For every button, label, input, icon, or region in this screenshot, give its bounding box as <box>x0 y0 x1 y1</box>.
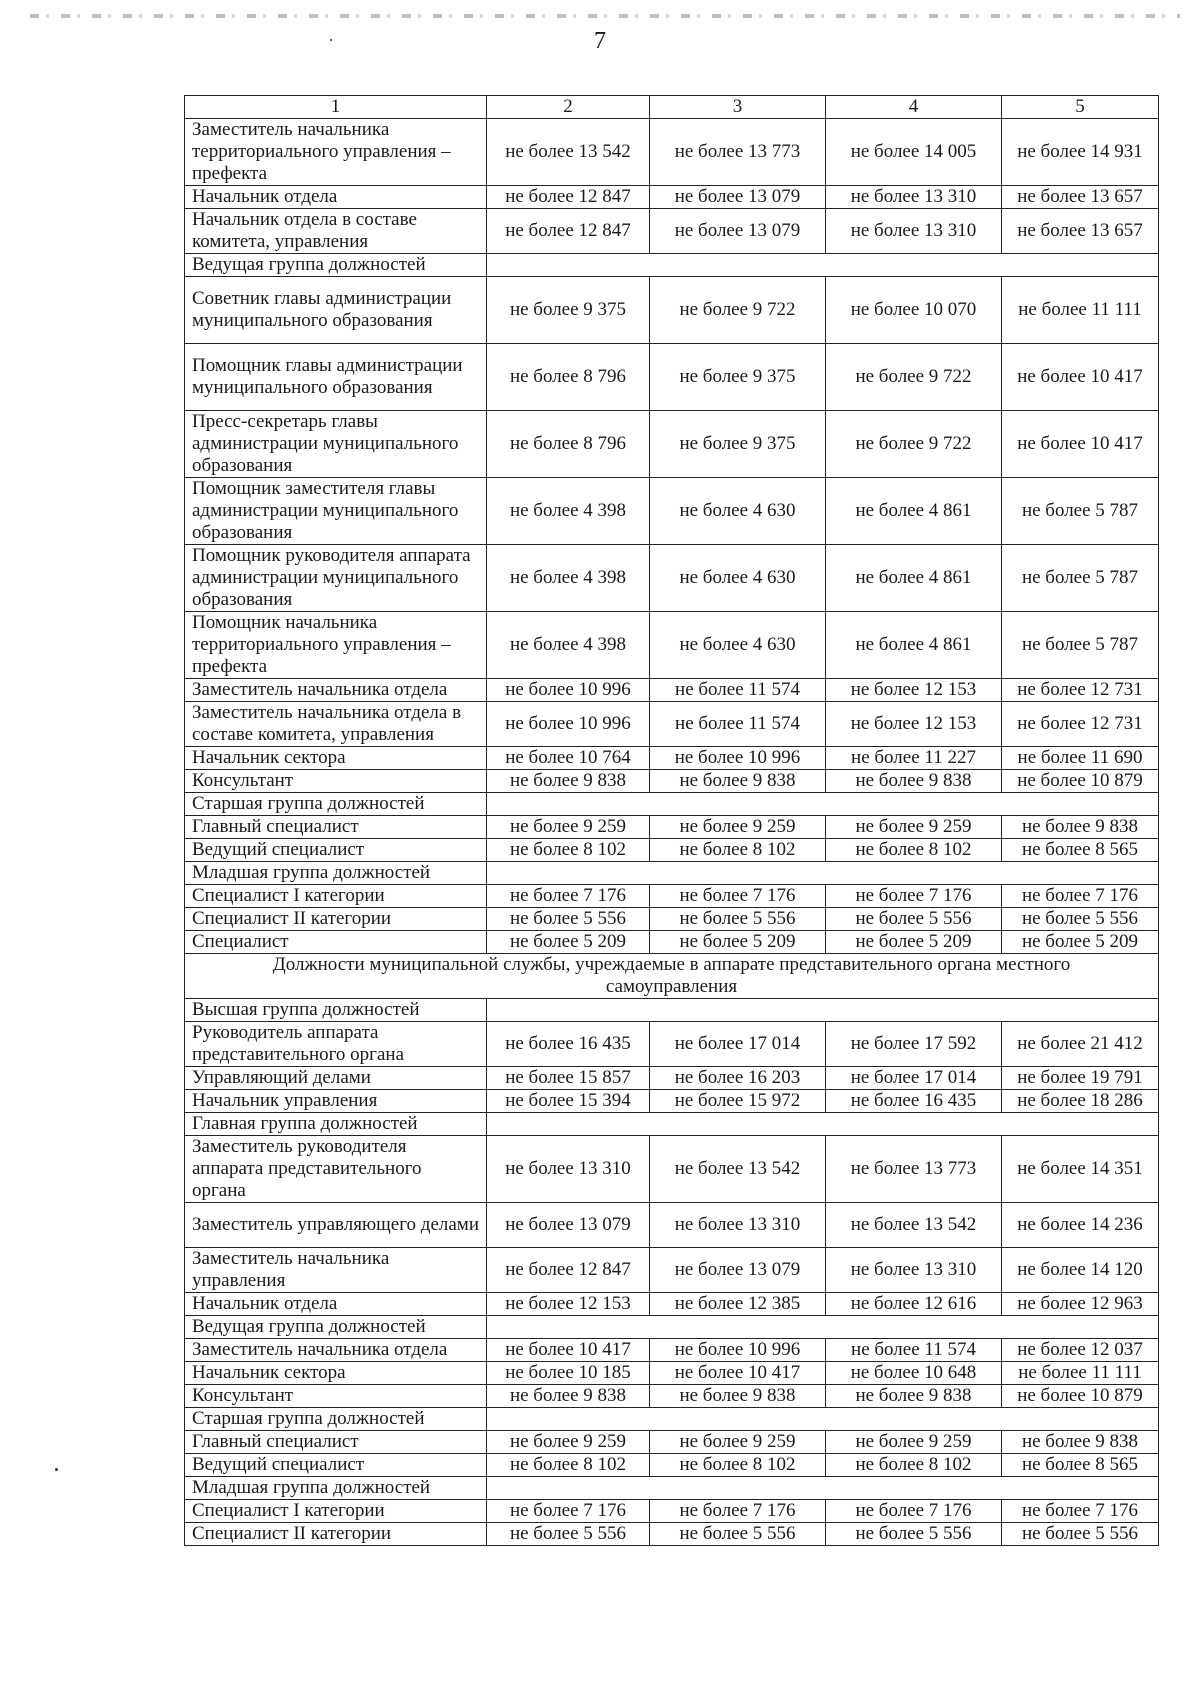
table-row <box>185 1431 1159 1454</box>
salary-value: не более 4 861 <box>826 478 1002 545</box>
salary-value: не более 9 838 <box>650 1385 826 1408</box>
salary-value: не более 18 286 <box>1002 1090 1159 1113</box>
salary-value: не более 14 931 <box>1002 119 1159 186</box>
salary-value: не более 10 996 <box>487 702 650 747</box>
salary-value: не более 10 417 <box>650 1362 826 1385</box>
salary-value: не более 5 787 <box>1002 612 1159 679</box>
salary-value: не более 10 996 <box>487 679 650 702</box>
table-row <box>185 277 1159 344</box>
salary-value: не более 13 310 <box>826 209 1002 254</box>
salary-value: не более 5 556 <box>1002 908 1159 931</box>
salary-value: не более 15 972 <box>650 1090 826 1113</box>
salary-value: не более 14 236 <box>1002 1203 1159 1248</box>
salary-value: не более 13 773 <box>650 119 826 186</box>
salary-value: не более 8 102 <box>826 839 1002 862</box>
salary-value: не более 8 102 <box>826 1454 1002 1477</box>
position-group-label: Старшая группа должностей <box>185 1408 487 1431</box>
position-group-label: Старшая группа должностей <box>185 793 487 816</box>
salary-value: не более 10 417 <box>1002 411 1159 478</box>
table-row <box>185 119 1159 186</box>
salary-value: не более 10 996 <box>650 1339 826 1362</box>
group-heading-row <box>185 999 1159 1022</box>
salary-value: не более 10 417 <box>1002 344 1159 411</box>
position-name: Ведущий специалист <box>185 839 487 862</box>
salary-value: не более 8 102 <box>487 1454 650 1477</box>
position-group-label: Ведущая группа должностей <box>185 1316 487 1339</box>
salary-value: не более 5 556 <box>1002 1523 1159 1546</box>
salary-value: не более 12 037 <box>1002 1339 1159 1362</box>
salary-value: не более 10 185 <box>487 1362 650 1385</box>
salary-value: не более 7 176 <box>650 885 826 908</box>
position-group-label: Главная группа должностей <box>185 1113 487 1136</box>
salary-value: не более 9 722 <box>826 411 1002 478</box>
salary-value: не более 13 542 <box>650 1136 826 1203</box>
salary-value: не более 4 630 <box>650 545 826 612</box>
column-header: 3 <box>650 96 826 119</box>
salary-value: не более 9 259 <box>487 1431 650 1454</box>
salary-value: не более 13 079 <box>650 1248 826 1293</box>
salary-value: не более 9 722 <box>650 277 826 344</box>
salary-value: не более 9 375 <box>650 344 826 411</box>
salary-value: не более 16 435 <box>826 1090 1002 1113</box>
salary-value: не более 4 861 <box>826 545 1002 612</box>
salary-value: не более 8 565 <box>1002 839 1159 862</box>
salary-table <box>184 95 1159 1546</box>
table-body <box>185 96 1159 1546</box>
group-heading-row <box>185 254 1159 277</box>
salary-value: не более 7 176 <box>487 1500 650 1523</box>
salary-value: не более 5 209 <box>826 931 1002 954</box>
table-row <box>185 209 1159 254</box>
position-name: Помощник главы администрации муниципального образования <box>185 344 487 411</box>
group-heading-row <box>185 1408 1159 1431</box>
salary-value: не более 10 070 <box>826 277 1002 344</box>
position-name: Главный специалист <box>185 1431 487 1454</box>
salary-value: не более 5 209 <box>1002 931 1159 954</box>
salary-value: не более 8 796 <box>487 344 650 411</box>
table-row <box>185 1136 1159 1203</box>
salary-value: не более 9 722 <box>826 344 1002 411</box>
column-header: 5 <box>1002 96 1159 119</box>
salary-value: не более 9 375 <box>650 411 826 478</box>
salary-value: не более 17 014 <box>826 1067 1002 1090</box>
salary-value: не более 9 259 <box>826 816 1002 839</box>
salary-value: не более 5 556 <box>650 1523 826 1546</box>
salary-value: не более 12 847 <box>487 1248 650 1293</box>
column-number-row <box>185 96 1159 119</box>
position-group-label: Младшая группа должностей <box>185 1477 487 1500</box>
salary-value: не более 11 111 <box>1002 1362 1159 1385</box>
salary-value: не более 9 838 <box>1002 1431 1159 1454</box>
table-row <box>185 747 1159 770</box>
salary-value: не более 8 565 <box>1002 1454 1159 1477</box>
salary-value: не более 4 398 <box>487 545 650 612</box>
salary-value: не более 15 857 <box>487 1067 650 1090</box>
salary-value: не более 11 574 <box>650 679 826 702</box>
table-row <box>185 478 1159 545</box>
position-name: Консультант <box>185 770 487 793</box>
position-name: Заместитель начальника отдела <box>185 679 487 702</box>
table-row <box>185 816 1159 839</box>
salary-value: не более 7 176 <box>650 1500 826 1523</box>
salary-value: не более 13 542 <box>826 1203 1002 1248</box>
table-row <box>185 1500 1159 1523</box>
table-row <box>185 1067 1159 1090</box>
table-row <box>185 1385 1159 1408</box>
salary-value: не более 4 398 <box>487 478 650 545</box>
salary-value: не более 12 963 <box>1002 1293 1159 1316</box>
table-row <box>185 679 1159 702</box>
table-row <box>185 931 1159 954</box>
column-header: 1 <box>185 96 487 119</box>
salary-value: не более 4 630 <box>650 478 826 545</box>
salary-value: не более 9 838 <box>487 1385 650 1408</box>
table-row <box>185 1339 1159 1362</box>
page-number: 7 <box>594 28 606 54</box>
group-empty-cell <box>487 1477 1159 1500</box>
position-name: Ведущий специалист <box>185 1454 487 1477</box>
salary-value: не более 5 556 <box>487 1523 650 1546</box>
group-empty-cell <box>487 1316 1159 1339</box>
salary-value: не более 12 153 <box>826 702 1002 747</box>
salary-value: не более 11 227 <box>826 747 1002 770</box>
salary-value: не более 8 102 <box>650 1454 826 1477</box>
salary-value: не более 10 764 <box>487 747 650 770</box>
salary-value: не более 11 574 <box>826 1339 1002 1362</box>
position-name: Заместитель начальника управления <box>185 1248 487 1293</box>
table-row <box>185 1090 1159 1113</box>
salary-value: не более 9 838 <box>1002 816 1159 839</box>
position-name: Консультант <box>185 1385 487 1408</box>
position-name: Заместитель начальника территориального управления – префекта <box>185 119 487 186</box>
group-empty-cell <box>487 999 1159 1022</box>
salary-value: не более 12 385 <box>650 1293 826 1316</box>
table-row <box>185 1293 1159 1316</box>
position-name: Специалист I категории <box>185 1500 487 1523</box>
position-name: Заместитель руководителя аппарата представительного органа <box>185 1136 487 1203</box>
position-name: Начальник сектора <box>185 1362 487 1385</box>
table-row <box>185 908 1159 931</box>
table-row <box>185 1248 1159 1293</box>
salary-value: не более 11 111 <box>1002 277 1159 344</box>
table-row <box>185 1203 1159 1248</box>
position-name: Специалист I категории <box>185 885 487 908</box>
salary-value: не более 12 731 <box>1002 702 1159 747</box>
group-heading-row <box>185 1316 1159 1339</box>
salary-value: не более 10 879 <box>1002 770 1159 793</box>
position-name: Начальник сектора <box>185 747 487 770</box>
scan-speck <box>330 39 332 41</box>
salary-value: не более 13 079 <box>487 1203 650 1248</box>
salary-value: не более 9 838 <box>650 770 826 793</box>
salary-value: не более 9 375 <box>487 277 650 344</box>
position-name: Заместитель начальника отдела в составе комитета, управления <box>185 702 487 747</box>
position-name: Советник главы администрации муниципального образования <box>185 277 487 344</box>
salary-value: не более 14 351 <box>1002 1136 1159 1203</box>
salary-value: не более 12 616 <box>826 1293 1002 1316</box>
position-name: Специалист II категории <box>185 908 487 931</box>
salary-value: не более 11 574 <box>650 702 826 747</box>
salary-value: не более 4 398 <box>487 612 650 679</box>
salary-value: не более 9 259 <box>650 816 826 839</box>
table-row <box>185 770 1159 793</box>
salary-value: не более 5 556 <box>826 1523 1002 1546</box>
salary-value: не более 19 791 <box>1002 1067 1159 1090</box>
table-row <box>185 1454 1159 1477</box>
group-empty-cell <box>487 793 1159 816</box>
salary-value: не более 14 005 <box>826 119 1002 186</box>
salary-value: не более 5 787 <box>1002 545 1159 612</box>
salary-value: не более 8 102 <box>487 839 650 862</box>
salary-value: не более 9 259 <box>487 816 650 839</box>
salary-value: не более 7 176 <box>826 885 1002 908</box>
salary-value: не более 16 435 <box>487 1022 650 1067</box>
position-group-label: Ведущая группа должностей <box>185 254 487 277</box>
column-header: 2 <box>487 96 650 119</box>
salary-value: не более 10 648 <box>826 1362 1002 1385</box>
salary-value: не более 9 838 <box>826 1385 1002 1408</box>
position-group-label: Младшая группа должностей <box>185 862 487 885</box>
group-empty-cell <box>487 862 1159 885</box>
group-heading-row <box>185 1113 1159 1136</box>
position-name: Помощник заместителя главы администрации муниципального образования <box>185 478 487 545</box>
position-name: Начальник отдела в составе комитета, управления <box>185 209 487 254</box>
salary-value: не более 21 412 <box>1002 1022 1159 1067</box>
section-heading: Должности муниципальной службы, учреждаемые в аппарате представительного органа местного самоуправления <box>185 954 1159 999</box>
salary-value: не более 4 861 <box>826 612 1002 679</box>
group-heading-row <box>185 793 1159 816</box>
table-row <box>185 885 1159 908</box>
position-name: Главный специалист <box>185 816 487 839</box>
salary-value: не более 5 556 <box>650 908 826 931</box>
table-row <box>185 1022 1159 1067</box>
salary-value: не более 7 176 <box>826 1500 1002 1523</box>
position-group-label: Высшая группа должностей <box>185 999 487 1022</box>
table-row <box>185 612 1159 679</box>
salary-value: не более 9 259 <box>650 1431 826 1454</box>
salary-value: не более 16 203 <box>650 1067 826 1090</box>
position-name: Руководитель аппарата представительного органа <box>185 1022 487 1067</box>
column-header: 4 <box>826 96 1002 119</box>
salary-value: не более 5 787 <box>1002 478 1159 545</box>
salary-value: не более 10 417 <box>487 1339 650 1362</box>
salary-value: не более 9 259 <box>826 1431 1002 1454</box>
salary-value: не более 5 556 <box>487 908 650 931</box>
salary-value: не более 13 773 <box>826 1136 1002 1203</box>
position-name: Заместитель начальника отдела <box>185 1339 487 1362</box>
position-name: Начальник управления <box>185 1090 487 1113</box>
salary-value: не более 13 310 <box>650 1203 826 1248</box>
group-empty-cell <box>487 1408 1159 1431</box>
position-name: Пресс-секретарь главы администрации муниципального образования <box>185 411 487 478</box>
table-row <box>185 1362 1159 1385</box>
table-row <box>185 545 1159 612</box>
salary-value: не более 10 996 <box>650 747 826 770</box>
salary-value: не более 13 657 <box>1002 209 1159 254</box>
position-name: Специалист <box>185 931 487 954</box>
position-name: Начальник отдела <box>185 186 487 209</box>
section-heading-row <box>185 954 1159 999</box>
salary-value: не более 13 310 <box>826 186 1002 209</box>
salary-value: не более 11 690 <box>1002 747 1159 770</box>
position-name: Специалист II категории <box>185 1523 487 1546</box>
salary-value: не более 13 079 <box>650 209 826 254</box>
salary-value: не более 17 592 <box>826 1022 1002 1067</box>
group-heading-row <box>185 862 1159 885</box>
salary-value: не более 7 176 <box>1002 885 1159 908</box>
salary-value: не более 8 102 <box>650 839 826 862</box>
table-row <box>185 186 1159 209</box>
salary-value: не более 10 879 <box>1002 1385 1159 1408</box>
table-row <box>185 344 1159 411</box>
position-name: Помощник руководителя аппарата администрации муниципального образования <box>185 545 487 612</box>
group-empty-cell <box>487 254 1159 277</box>
salary-value: не более 5 556 <box>826 908 1002 931</box>
salary-value: не более 12 731 <box>1002 679 1159 702</box>
table-row <box>185 411 1159 478</box>
salary-value: не более 13 310 <box>487 1136 650 1203</box>
group-empty-cell <box>487 1113 1159 1136</box>
salary-value: не более 12 153 <box>487 1293 650 1316</box>
salary-value: не более 7 176 <box>487 885 650 908</box>
salary-value: не более 9 838 <box>826 770 1002 793</box>
scan-artifact-top <box>30 14 1180 18</box>
table-row <box>185 839 1159 862</box>
salary-value: не более 15 394 <box>487 1090 650 1113</box>
position-name: Помощник начальника территориального управления – префекта <box>185 612 487 679</box>
salary-value: не более 5 209 <box>487 931 650 954</box>
salary-value: не более 7 176 <box>1002 1500 1159 1523</box>
salary-value: не более 8 796 <box>487 411 650 478</box>
position-name: Управляющий делами <box>185 1067 487 1090</box>
salary-value: не более 4 630 <box>650 612 826 679</box>
table-row <box>185 702 1159 747</box>
salary-value: не более 12 847 <box>487 209 650 254</box>
position-name: Заместитель управляющего делами <box>185 1203 487 1248</box>
salary-value: не более 9 838 <box>487 770 650 793</box>
salary-value: не более 12 153 <box>826 679 1002 702</box>
salary-value: не более 5 209 <box>650 931 826 954</box>
salary-value: не более 13 310 <box>826 1248 1002 1293</box>
table-row <box>185 1523 1159 1546</box>
salary-value: не более 13 542 <box>487 119 650 186</box>
salary-value: не более 13 657 <box>1002 186 1159 209</box>
salary-value: не более 14 120 <box>1002 1248 1159 1293</box>
salary-value: не более 12 847 <box>487 186 650 209</box>
salary-value: не более 17 014 <box>650 1022 826 1067</box>
salary-value: не более 13 079 <box>650 186 826 209</box>
position-name: Начальник отдела <box>185 1293 487 1316</box>
scan-speck <box>55 1468 58 1471</box>
group-heading-row <box>185 1477 1159 1500</box>
